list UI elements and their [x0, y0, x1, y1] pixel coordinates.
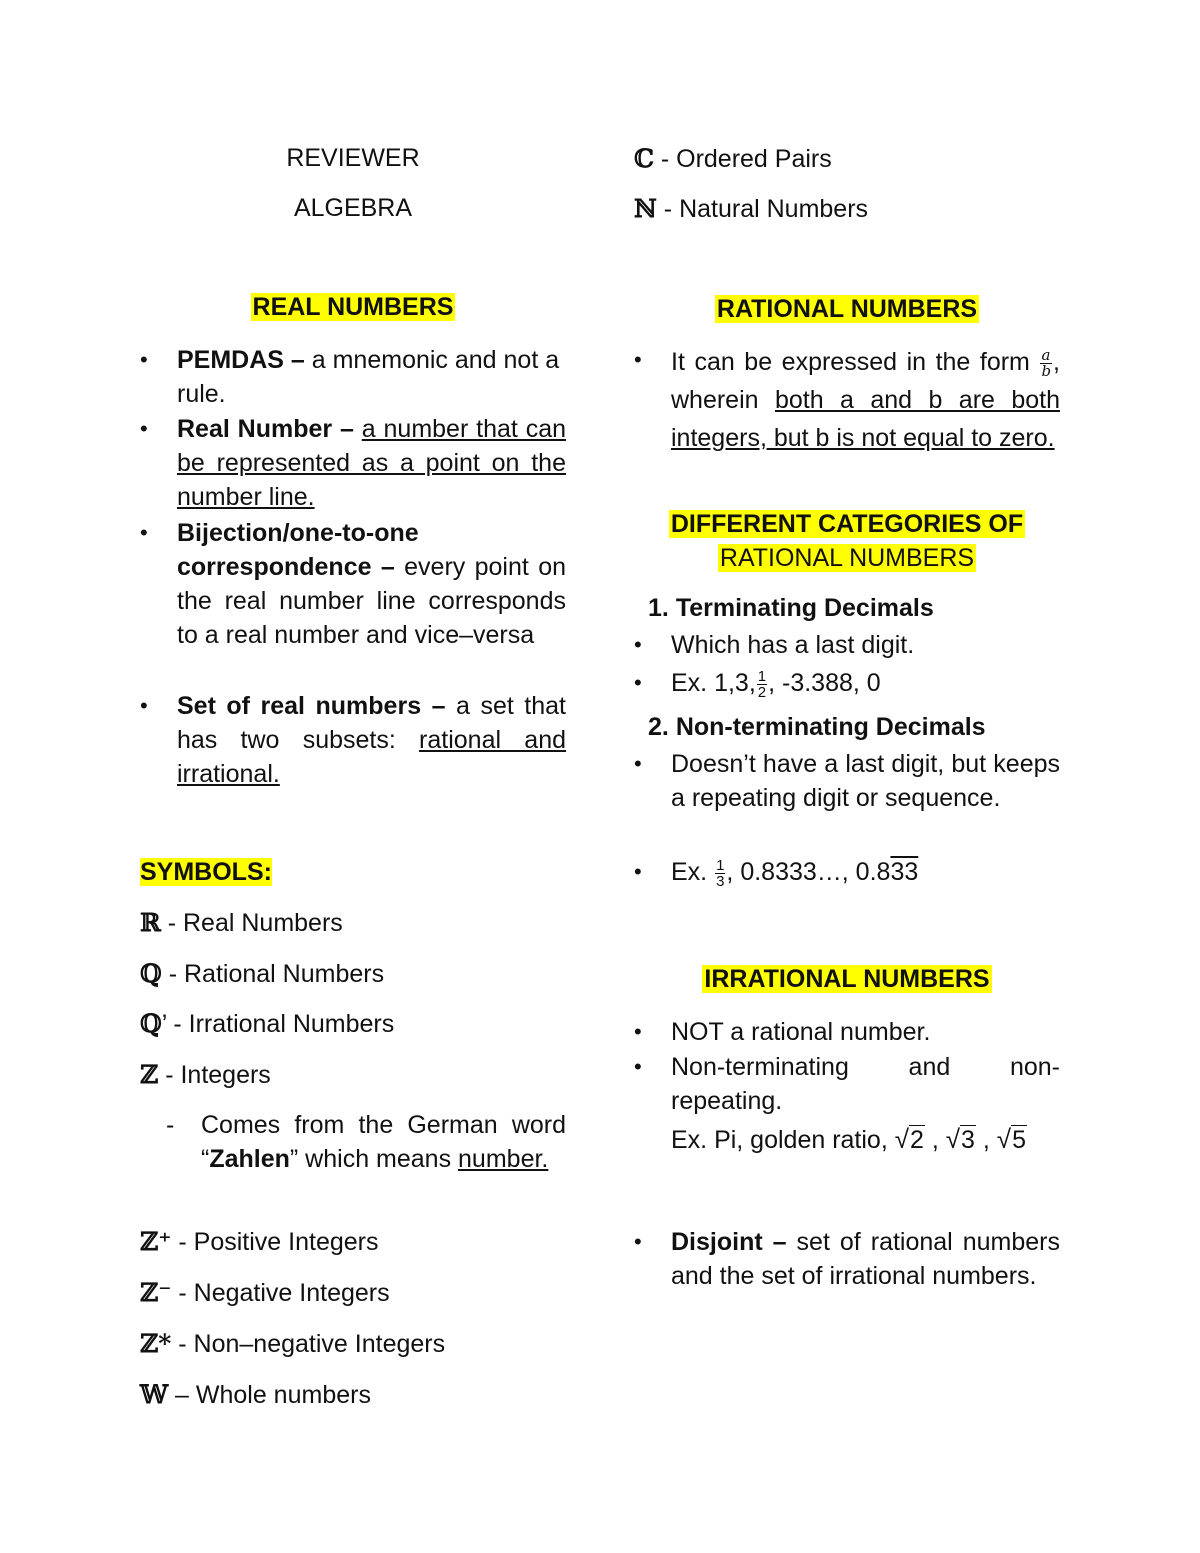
real-number-text: a number that can be represented as a point on the number line.: [177, 415, 566, 511]
symbols-heading-wrap: [140, 855, 272, 889]
nonterminating-ex-pre: Ex.: [671, 858, 715, 886]
term-real-number: Real Number –: [177, 415, 354, 443]
zahlen-word: Zahlen: [209, 1145, 290, 1173]
rational-heading-wrap: [634, 292, 1060, 326]
bullet-icon: •: [140, 416, 148, 441]
bullet-icon: •: [140, 693, 148, 718]
zahlen-pre: Comes from the German word “: [201, 1111, 566, 1173]
irrational-example: [671, 1122, 1060, 1157]
radicand: 5: [1012, 1126, 1026, 1154]
irrational-desc-a: NOT a rational number.: [671, 1018, 931, 1046]
nonterminating-desc: Doesn’t have a last digit, but keeps a repeating digit or sequence.: [671, 750, 1060, 812]
symbol-row-positive-integers: [140, 1225, 378, 1259]
term-set-of-real-numbers: Set of real numbers –: [177, 692, 446, 720]
zahlen-under: number.: [458, 1145, 549, 1173]
symbol-rational-label: - Rational Numbers: [161, 960, 385, 988]
term-pemdas: PEMDAS –: [177, 346, 305, 374]
radical-icon: √: [945, 1124, 961, 1154]
separator: ,: [975, 1126, 997, 1154]
fraction-denominator: b: [1041, 361, 1052, 380]
bullet-icon: •: [140, 520, 148, 545]
symbol-ordered-pairs: ℂ: [634, 144, 654, 173]
categories-heading-line2: RATIONAL NUMBERS: [719, 544, 975, 572]
repeating-digits-overline: 33: [890, 858, 919, 886]
list-item-set-of-real-numbers: [140, 689, 566, 791]
symbol-irrational-label: ’ - Irrational Numbers: [161, 1010, 395, 1038]
fraction-numerator: 1: [716, 856, 725, 874]
bullet-icon: •: [634, 859, 642, 884]
fraction-one-half: [757, 669, 767, 700]
radicand: 3: [961, 1126, 975, 1154]
symbol-row-natural-numbers: [634, 192, 868, 226]
irrational-heading-wrap: [634, 962, 1060, 996]
symbol-integers-label: - Integers: [158, 1061, 271, 1089]
dash-marker: -: [166, 1111, 175, 1139]
separator: ,: [924, 1126, 946, 1154]
symbol-positive-integers: ℤ⁺: [140, 1227, 172, 1256]
list-item-real-number: [140, 412, 566, 514]
fraction-one-third: [715, 858, 725, 889]
rational-numbers-heading: RATIONAL NUMBERS: [716, 295, 978, 323]
symbol-natural-numbers-label: - Natural Numbers: [656, 195, 869, 223]
rational-def-under: both a and b are both integers, but b is not equal to zero.: [671, 386, 1060, 452]
sqrt-5: [997, 1122, 1027, 1157]
symbol-natural-numbers: ℕ: [634, 194, 657, 223]
symbol-whole-numbers-label: – Whole numbers: [168, 1381, 371, 1409]
symbol-row-negative-integers: [140, 1276, 390, 1310]
bullet-icon: •: [634, 751, 642, 776]
terminating-ex-post: , -3.388, 0: [768, 669, 881, 697]
symbol-rational: ℚ: [140, 959, 162, 988]
categories-heading-wrap: [634, 507, 1060, 575]
terminating-ex-pre: Ex. 1,3,: [671, 669, 756, 697]
sqrt-2: [895, 1122, 925, 1157]
symbol-ordered-pairs-label: - Ordered Pairs: [653, 145, 832, 173]
terminating-desc: Which has a last digit.: [671, 631, 915, 659]
irrational-numbers-heading: IRRATIONAL NUMBERS: [704, 965, 990, 993]
list-item-rational-definition: [634, 343, 1060, 457]
symbol-integers: ℤ: [140, 1060, 159, 1089]
radical-icon: √: [894, 1124, 910, 1154]
list-item-irrational-a: [634, 1015, 1060, 1049]
symbol-negative-integers-label: - Negative Integers: [171, 1279, 390, 1307]
fraction-numerator: a: [1041, 345, 1051, 364]
bullet-icon: •: [634, 1054, 642, 1079]
bijection-text: every point on the real number line corresponds to a real number and vice–versa: [177, 553, 567, 649]
symbol-row-whole-numbers: [140, 1378, 371, 1412]
symbol-row-irrational: [140, 1007, 394, 1041]
symbol-row-ordered-pairs: [634, 142, 832, 176]
category-2-label: Non-terminating Decimals: [675, 713, 986, 741]
nonterminating-ex-mid: , 0.8333…, 0.8: [726, 858, 891, 886]
category-1-number: 1.: [648, 594, 669, 622]
term-disjoint: Disjoint –: [671, 1228, 787, 1256]
symbol-nonnegative-integers-label: - Non–negative Integers: [171, 1330, 446, 1358]
doc-title-reviewer: REVIEWER: [286, 144, 420, 172]
category-1-label: Terminating Decimals: [675, 594, 934, 622]
bullet-icon: •: [634, 1019, 642, 1044]
list-item-disjoint: [634, 1225, 1060, 1293]
list-item-irrational-b: [634, 1050, 1060, 1118]
zahlen-post: ” which means: [289, 1145, 459, 1173]
bullet-icon: •: [634, 670, 642, 695]
category-2-number: 2.: [648, 713, 669, 741]
bullet-icon: •: [634, 1229, 642, 1254]
list-item-bijection: [140, 516, 566, 652]
set-text: a set that has two subsets:: [177, 692, 566, 754]
fraction-numerator: 1: [757, 667, 767, 685]
irrational-ex-pre: Ex. Pi, golden ratio,: [671, 1126, 895, 1154]
fraction-denominator: 2: [757, 683, 767, 701]
symbols-heading: SYMBOLS:: [140, 858, 272, 886]
irrational-desc-b: Non-terminating and non-repeating.: [671, 1053, 1060, 1115]
list-item-pemdas: [140, 343, 566, 411]
radical-icon: √: [996, 1124, 1012, 1154]
doc-title-algebra: ALGEBRA: [293, 194, 413, 222]
sqrt-3: [946, 1122, 976, 1157]
real-numbers-heading: REAL NUMBERS: [252, 293, 454, 321]
term-bijection: Bijection/one-to-one correspondence –: [177, 519, 419, 581]
rational-def-mid: , wherein: [671, 348, 1060, 414]
bullet-icon: •: [634, 632, 642, 657]
categories-heading-line1: DIFFERENT CATEGORIES OF: [670, 510, 1024, 538]
set-text-underlined: rational and irrational.: [177, 726, 566, 788]
pemdas-text: a mnemonic and not a rule.: [177, 346, 560, 408]
symbol-row-real: [140, 906, 343, 940]
symbol-real-label: - Real Numbers: [160, 909, 343, 937]
symbol-real: ℝ: [140, 908, 161, 937]
real-numbers-heading-wrap: [140, 290, 566, 324]
symbol-whole-numbers: 𝕎: [140, 1380, 169, 1409]
bullet-icon: •: [634, 347, 642, 372]
symbol-row-nonnegative-integers: [140, 1327, 445, 1361]
symbol-nonnegative-integers: ℤ*: [140, 1329, 172, 1358]
category-1-title: [648, 591, 934, 625]
rational-def-pre: It can be expressed in the form: [671, 348, 1040, 376]
symbol-row-rational: [140, 957, 384, 991]
zahlen-note: [140, 1108, 566, 1176]
bullet-icon: •: [140, 347, 148, 372]
list-item-terminating-a: [634, 628, 1060, 662]
list-item-nonterminating-example: [634, 855, 1060, 889]
symbol-negative-integers: ℤ⁻: [140, 1278, 172, 1307]
symbol-row-integers: [140, 1058, 271, 1092]
fraction-denominator: 3: [716, 872, 725, 890]
list-item-nonterminating-a: [634, 747, 1060, 815]
disjoint-text: set of rational numbers and the set of irrational numbers.: [671, 1228, 1060, 1290]
list-item-terminating-example: [634, 666, 1060, 700]
category-2-title: [648, 710, 986, 744]
radicand: 2: [910, 1126, 924, 1154]
symbol-irrational: ℚ: [140, 1009, 162, 1038]
fraction-a-over-b: [1040, 345, 1052, 380]
symbol-positive-integers-label: - Positive Integers: [171, 1228, 379, 1256]
